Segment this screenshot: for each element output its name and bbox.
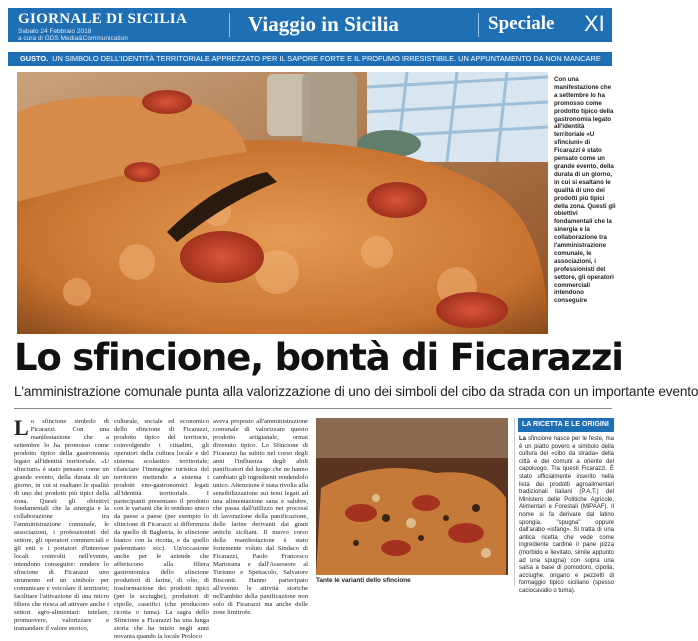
- kicker-label: GUSTO.: [20, 54, 49, 63]
- article-column-3: aveva proposto all'amministrazione comunale di valorizzare questo prodotto artigianale, ormai divenuto tipico. Lo Sfincione di Ficarazzi ha subito nel corso degli anni l'influenza degli abili panificatori del luogo che ne hanno cambiato gli ingredienti rendendolo unico. Attenzione è stata rivolta alla sensibilizzazione sui temi legati ad una alimentazione sana e salubre, che passa dall'utilizzo nei processi di lavorazione della panificazione, delle farine derivanti dai grani antichi siciliani. Il nuovo corso della manifestazione è stato fortemente voluto dal Sindaco di Ficarazzi, Paolo Francesco Martorana e dall'Assessore al Turismo e Spettacolo, Salvatore Bisconti. Hanno partecipato all'evento le attività storiche nell'ambito della panificazione non solo di Ficarazzi ma anche delle zone limitrofe.: [213, 418, 308, 616]
- sfincione-photo-illustration: [17, 72, 548, 334]
- section-title: Viaggio in Sicilia: [248, 12, 399, 36]
- inset-caption: Tante le varianti dello sfincione: [316, 577, 411, 584]
- divider-rule: [14, 408, 612, 409]
- side-caption: Con una manifestazione che a settembre lo ha promosso come prodotto tipico della gastronomia legato all'identità territoriale «U sfinciuni» di Ficarazzi è stato pensato come un grande evento, della durata di un giorno, in cui si esaltano le qualità di uno dei prodotti più tipici della zona. Questi gli obiettivi fondamentali che la sinergia e la collaborazione tra l'amministrazione comunale, le associazioni, i professionisti del settore, gli operatori commerciali intendono conseguire: [554, 76, 616, 305]
- header-divider: [229, 13, 230, 37]
- drop-cap: L: [14, 415, 29, 440]
- headline: Lo sfincione, bontà di Ficarazzi: [14, 336, 623, 379]
- main-photo: [17, 72, 548, 334]
- masthead-brand: [18, 11, 187, 42]
- recipe-title: LA RICETTA E LE ORIGINI: [518, 418, 614, 432]
- sfincione-variants-illustration: [316, 418, 508, 575]
- recipe-lead: La: [519, 436, 527, 442]
- masthead-band: [8, 8, 612, 42]
- header-divider-2: [478, 13, 479, 37]
- page-number: XI: [584, 11, 605, 36]
- masthead-date: Sabato 24 Febbraio 2018: [18, 28, 92, 35]
- subheadline: L'amministrazione comunale punta alla valorizzazione di uno dei simboli del cibo da strada con un importante evento: [14, 384, 698, 399]
- recipe-text: sfincione nasce per le feste, ma è un piatto povero e simbolo della cultura del «cibo da strada» della città e dei comuni a oriente del capoluogo. Tra questi Ficarazzi. È stato ufficialmente inserito nella lista dei prodotti agroalimentari tradizionali italiani (P.A.T.) del Ministero delle Politiche Agricole, Alimentari e Forestali (MiPAAF). Il nome si fa derivare dal latino spongia, "spugna" oppure dall'arabo «isfang». Si tratta di una antica ricetta che vede come ingrediente cardine il pane pizza (morbido e lievitato, simile appunto ad una spugna) con sopra una salsa a base di pomodoro, cipolla, acciughe, origano e pezzetti di formaggio tipico siciliano (spesso caciocavallo o tuma).: [519, 436, 614, 594]
- masthead-credit: a cura di GDS Media&Communication: [18, 35, 128, 42]
- speciale-label: Speciale: [488, 13, 555, 34]
- inset-photo: [316, 418, 508, 575]
- recipe-body: [519, 436, 614, 595]
- recipe-box: [514, 418, 614, 594]
- article-column-1: [14, 415, 109, 632]
- masthead-title: GIORNALE DI SICILIA: [18, 11, 188, 27]
- kicker-text: UN SIMBOLO DELL'IDENTITÀ TERRITORIALE APPREZZATO PER IL SAPORE FORTE E IL PROFUMO IRRESISTIBILE. UN APPUNTAMENTO DA NON MANCARE: [52, 54, 601, 63]
- article-column-2: culturale, sociale ed economico dello sfincione di Ficarazzi, prodotto tipico del territorio, coinvolgendo i cittadini, gli operatori della cultura locale e del sistema scolastico territoriale; rilanciare l'immagine turistica del territorio mettendo a sistema i prodotti eno-gastronomici legati all'identità territoriale. I partecipanti presentano il prodotto con le varianti che lo rendono unico da paese a paese (per esempio lo sfincione di Ficarazzi si differenzia da quello di Bagheria, lo sfincione bianco con la ricotta, e da quello palermitano ecc). Un'occasione anche per le aziende che afferiscono alla filiera gastronomica dello sfincione produttori di farine, di olio, di trasformazione dei prodotti tipici (per le acciughe), produttori di cipolle, caseifici (che producono ricotta o tuma). La sagra dello Sfincione a Ficarazzi ha una lunga storia che ha inizio negli anni novanta quando la locale Proloco: [114, 418, 209, 640]
- article-text-1: o sfincione simbolo di Ficarazzi. Con una manifestazione che a settembre lo ha promosso come prodotto tipico della gastronomia legato all'identità territoriale. «U sfinciuni» è stato pensato come un grande evento, della durata di un giorno, in cui si esaltano le qualità di uno dei prodotti più tipici della zona. Questi gli obiettivi fondamentali che la sinergia e la collaborazione tra l'amministrazione comunale, le associazioni, i professionisti del settore, gli operatori commerciali e gli enti e i portatori d'interesse locali coinvolti nell'evento, intendono conseguire: rendere lo sfincione di Ficarazzi uno strumento ed un simbolo per comunicare e veicolare il territorio; facilitare l'attivazione di una micro filiera che riesca ad attivare anche i settori agro-alimentari: tutelare, promuovere, valorizzare e tramandare il valore storico,: [14, 418, 109, 632]
- kicker-band: [8, 52, 612, 66]
